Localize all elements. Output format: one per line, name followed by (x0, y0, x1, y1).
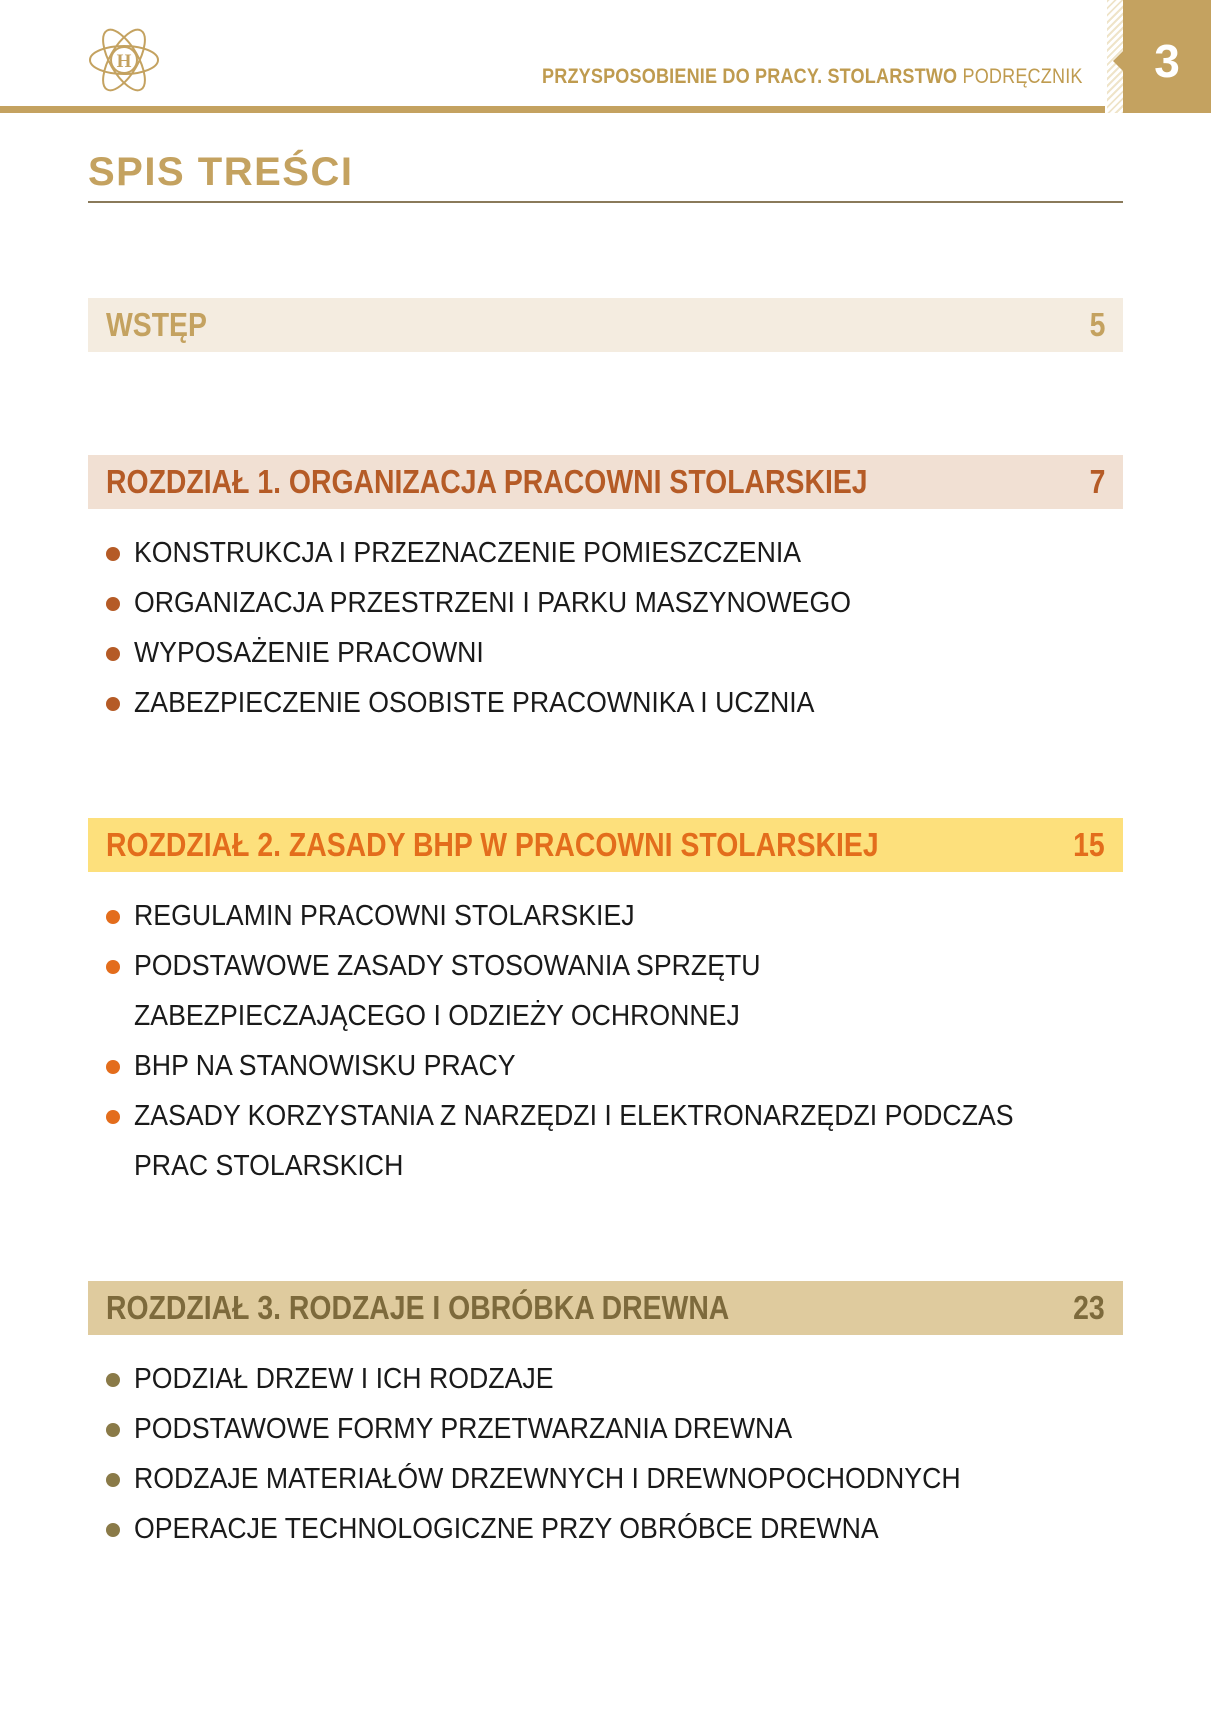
bullet-icon (106, 647, 120, 661)
publisher-logo-icon (86, 22, 162, 98)
chapter-3-topics (106, 1354, 1032, 1554)
list-item: PODZIAŁ DRZEW I ICH RODZAJE (106, 1354, 1032, 1404)
chapter-2-page: 15 (1073, 826, 1105, 863)
toc-heading: SPIS TREŚCI (88, 150, 354, 194)
intro-page: 5 (1089, 306, 1105, 343)
chapter-3-title: ROZDZIAŁ 3. RODZAJE I OBRÓBKA DREWNA (106, 1289, 730, 1326)
list-item: ZABEZPIECZENIE OSOBISTE PRACOWNIKA I UCZNIA (106, 678, 913, 728)
logo-letter: H (116, 51, 132, 72)
list-item: KONSTRUKCJA I PRZEZNACZENIE POMIESZCZENIA (106, 528, 913, 578)
book-subtitle: PODRĘCZNIK (962, 65, 1083, 88)
chapter-1-page: 7 (1089, 463, 1105, 500)
bullet-icon (106, 1110, 120, 1124)
bullet-icon (106, 960, 120, 974)
list-item: RODZAJE MATERIAŁÓW DRZEWNYCH I DREWNOPOCHODNYCH (106, 1454, 1032, 1504)
bullet-icon (106, 1523, 120, 1537)
list-item: WYPOSAŻENIE PRACOWNI (106, 628, 913, 678)
bullet-icon (106, 1473, 120, 1487)
bullet-icon (106, 597, 120, 611)
toc-entry-chapter-3[interactable] (88, 1281, 1123, 1335)
intro-title: WSTĘP (106, 306, 207, 343)
toc-entry-chapter-2[interactable] (88, 818, 1123, 872)
chapter-1-title: ROZDZIAŁ 1. ORGANIZACJA PRACOWNI STOLARSKIEJ (106, 463, 868, 500)
chapter-2-topics (106, 891, 1090, 1191)
list-item: ZASADY KORZYSTANIA Z NARZĘDZI I ELEKTRONARZĘDZI PODCZAS (106, 1091, 1090, 1141)
list-item: REGULAMIN PRACOWNI STOLARSKIEJ (106, 891, 1090, 941)
list-item: OPERACJE TECHNOLOGICZNE PRZY OBRÓBCE DREWNA (106, 1504, 1032, 1554)
bullet-icon (106, 1060, 120, 1074)
page-number-tab (1123, 0, 1211, 113)
bullet-icon (106, 910, 120, 924)
list-item-continuation: ZABEZPIECZAJĄCEGO I ODZIEŻY OCHRONNEJ (134, 1000, 740, 1032)
list-item-continuation: PRAC STOLARSKICH (134, 1150, 404, 1182)
toc-heading-rule (88, 201, 1123, 203)
list-item: BHP NA STANOWISKU PRACY (106, 1041, 1090, 1091)
toc-entry-chapter-1[interactable] (88, 455, 1123, 509)
bullet-icon (106, 1423, 120, 1437)
toc-entry-intro[interactable] (88, 298, 1123, 352)
list-item: PODSTAWOWE ZASADY STOSOWANIA SPRZĘTU (106, 941, 1090, 991)
running-header (542, 65, 1083, 89)
page-number: 3 (1154, 35, 1180, 87)
bullet-icon (106, 697, 120, 711)
chapter-2-title: ROZDZIAŁ 2. ZASADY BHP W PRACOWNI STOLARSKIEJ (106, 826, 879, 863)
bullet-icon (106, 1373, 120, 1387)
chapter-1-topics (106, 528, 913, 728)
header-rule (0, 106, 1105, 113)
list-item: PODSTAWOWE FORMY PRZETWARZANIA DREWNA (106, 1404, 1032, 1454)
book-title: PRZYSPOSOBIENIE DO PRACY. STOLARSTWO (542, 65, 958, 88)
list-item: ORGANIZACJA PRZESTRZENI I PARKU MASZYNOWEGO (106, 578, 913, 628)
chapter-3-page: 23 (1073, 1289, 1105, 1326)
bullet-icon (106, 547, 120, 561)
